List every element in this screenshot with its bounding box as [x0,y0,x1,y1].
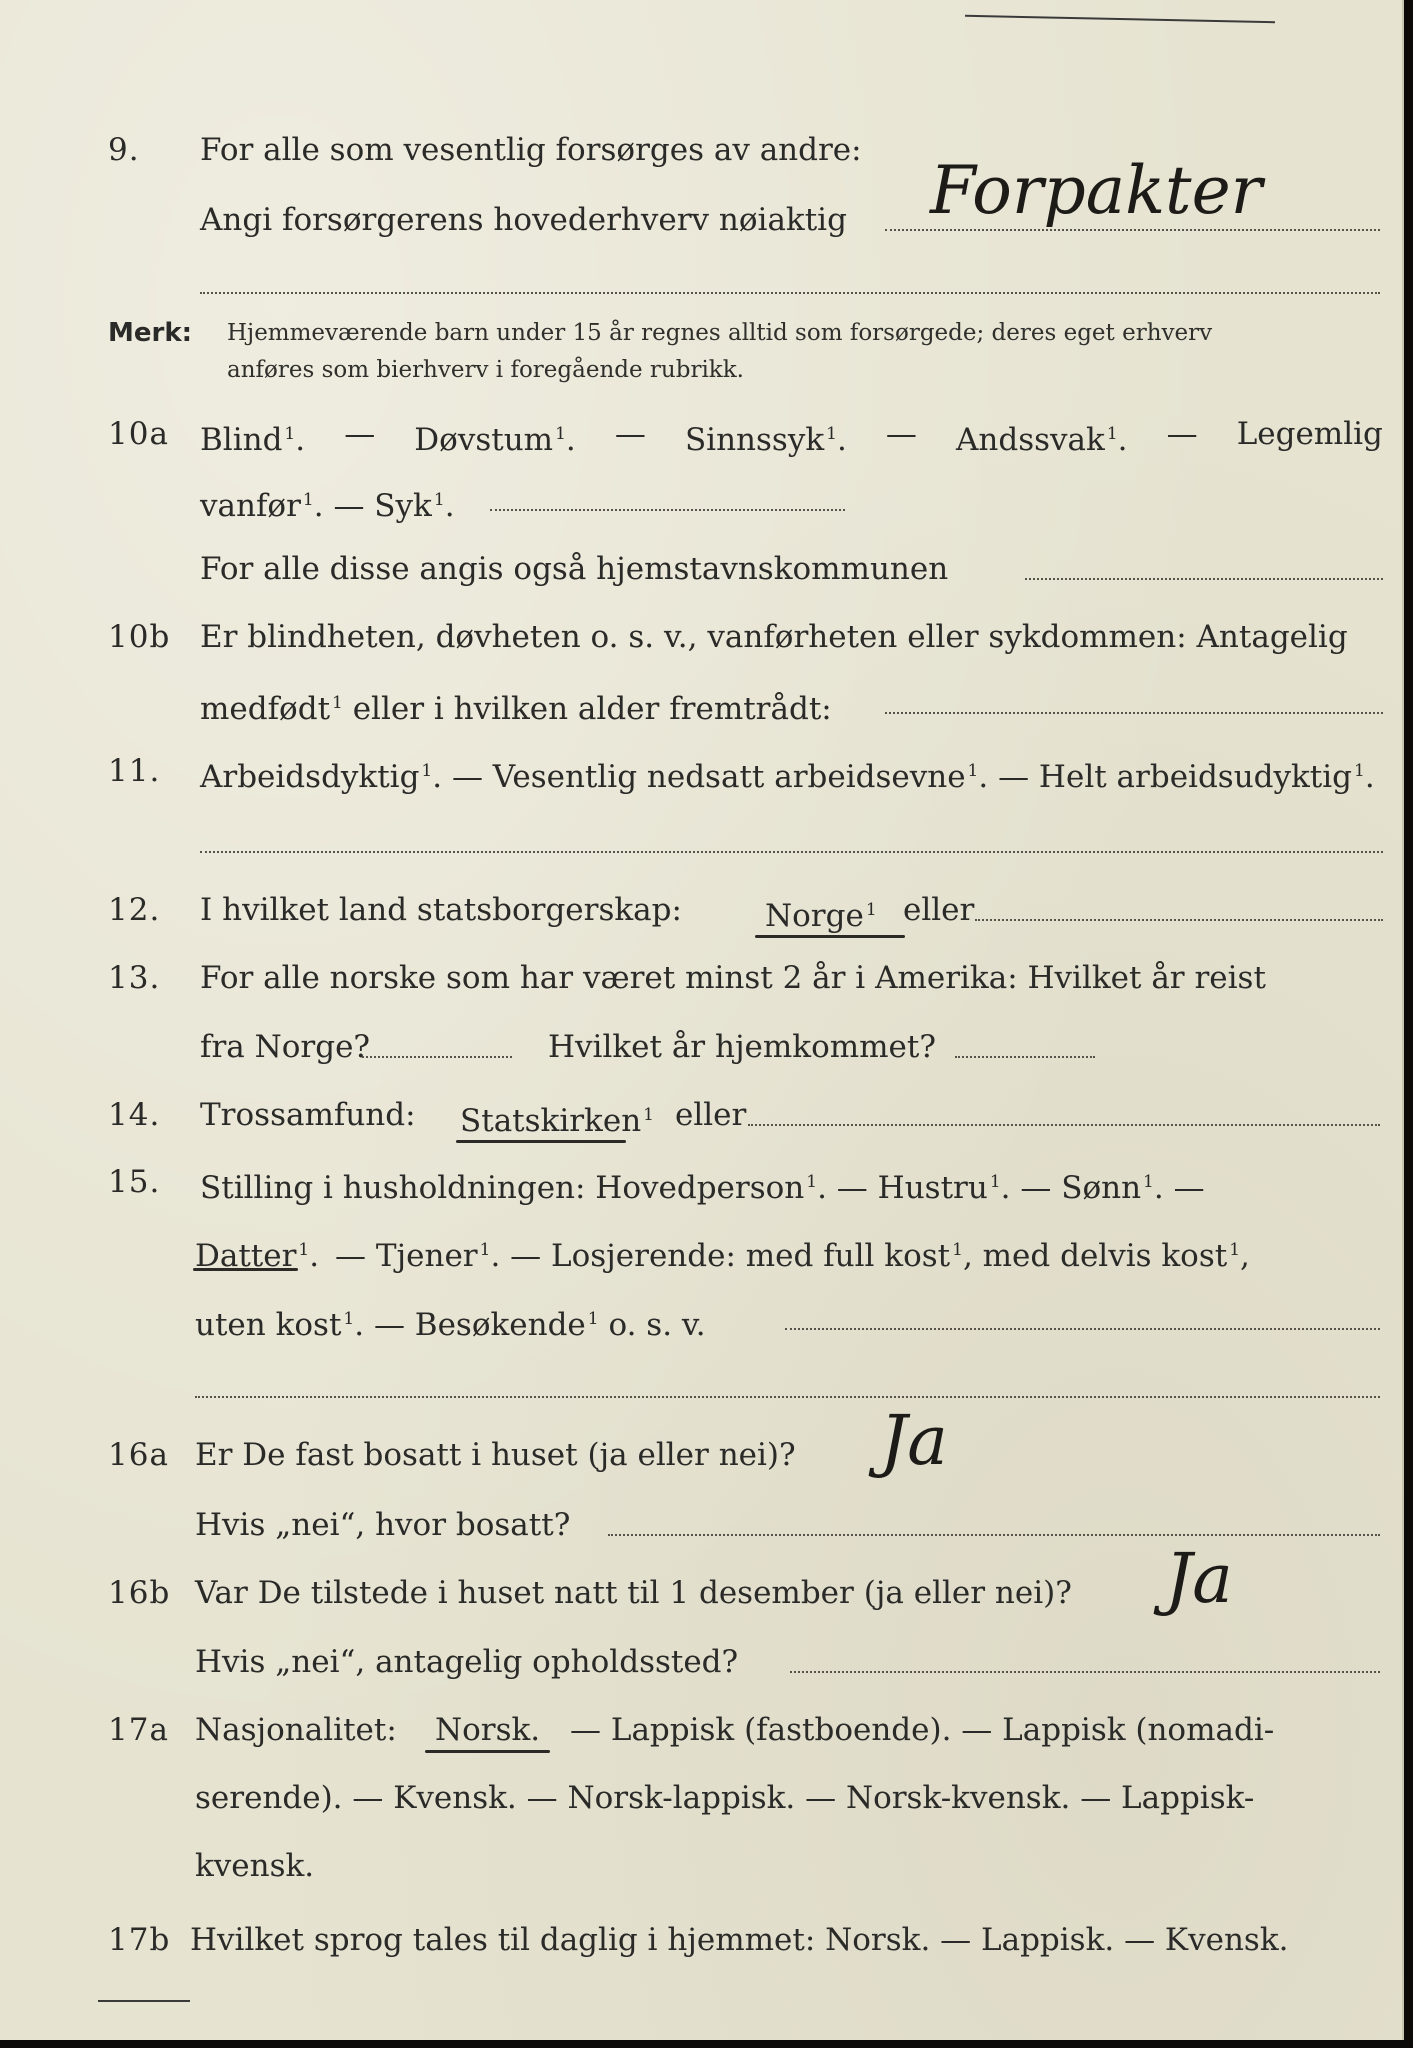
q16b-opholdssted-label: Hvis „nei“, antagelig opholdssted? [195,1644,739,1680]
top-edge-rule [965,15,1275,23]
q12-eller: eller [903,892,975,928]
q13-reist-line[interactable] [362,1056,512,1058]
footnote-marker: 1 [865,900,877,920]
dash: — [614,416,646,452]
q9-number: 9. [108,132,140,168]
q12-answer-line[interactable] [975,919,1383,921]
q17a-options-line3: kvensk. [195,1848,315,1884]
footnote-marker: 1 [1229,1240,1241,1260]
q10b-question-text: Er blindheten, døvheten o. s. v., vanførheten eller sykdommen: Antagelig [200,619,1348,655]
q15-question-text: Stilling i husholdningen: Hovedperson $^1$. — Hustru $^1$. — Sønn $^1$. — [200,1170,1205,1206]
q17a-option-norsk: Norsk. [435,1712,541,1748]
q10b-medfodt-label: medfødt $^1$ eller i hvilken alder fremtrådt: [200,691,832,727]
q11-options-text: Arbeidsdyktig $^1$. — Vesentlig nedsatt arbeidsevne $^1$. — Helt arbeidsudyktig $^1$. [200,759,1375,795]
q13-line1 [0,953,1402,1003]
q13-number: 13. [108,960,161,996]
q15-line1 [0,1157,1402,1207]
q17b-line1 [0,1915,1402,1965]
q15-datter-underline-mark [193,1268,298,1271]
q10b-line2 [0,678,1402,728]
footnote-marker: 1 [302,490,314,510]
q17a-line2 [0,1773,1402,1823]
q10b-answer-line[interactable] [885,712,1383,714]
q9-question-text: For alle som vesentlig forsørges av andre: [200,132,862,168]
footnote-marker: 1 [433,490,445,510]
footnote-marker: 1 [1143,1172,1154,1192]
q9-provider-label: Angi forsørgerens hovederhverv nøiaktig [200,202,847,238]
q10b-line1 [0,612,1402,662]
q12-number: 12. [108,892,161,928]
q16a-number: 16a [108,1437,169,1473]
footnote-marker: 1 [1106,424,1118,444]
q16a-handwritten-answer: Ja [880,1402,948,1481]
q12-question-text: I hvilket land statsborgerskap: [200,892,682,928]
q13-hjemkommet-line[interactable] [955,1056,1095,1058]
dash: — [1166,416,1198,452]
q16a-bosatt-label: Hvis „nei“, hvor bosatt? [195,1507,571,1543]
footnote-marker: 1 [555,424,566,444]
q13-hjemkommet-label: Hvilket år hjemkommet? [548,1029,936,1065]
q10a-answer-line[interactable] [490,509,845,511]
footnote-marker: 1 [1354,761,1365,781]
q11-answer-line[interactable] [200,851,1383,853]
q16a-line1 [0,1430,1402,1480]
option-legemlig: Legemlig [1236,416,1383,452]
footnote-rule [98,2000,190,2002]
q10b-number: 10b [108,619,171,655]
q14-number: 14. [108,1097,161,1133]
dash: — [885,416,917,452]
q10a-vanfor-syk: vanfør $^1$. — Syk $^1$. [200,488,455,524]
q10a-hjemstavn-line[interactable] [1025,578,1383,580]
option-andssvak: Andssvak $^1$. [956,422,1128,458]
q17a-options-continued: — Lappisk (fastboende). — Lappisk (nomadi- [570,1712,1275,1748]
q9-extra-line [200,292,1380,294]
q17a-line1 [0,1705,1402,1755]
q13-reist-label: fra Norge? [200,1029,371,1065]
q16b-number: 16b [108,1575,171,1611]
q12-norge-underline-mark [755,935,905,938]
q16b-question-text: Var De tilstede i huset natt til 1 desember (ja eller nei)? [195,1575,1072,1611]
q12-option-norge: Norge $^1$ [765,898,877,934]
q14-option-statskirken: Statskirken $^1$ [460,1103,654,1139]
footnote-marker: 1 [952,1240,963,1260]
footnote-marker: 1 [421,761,433,781]
q10a-line3 [0,544,1402,594]
q14-answer-line[interactable] [748,1124,1380,1126]
merk-note-line2: anføres som bierhverv i foregående rubrikk. [227,357,744,383]
q15-number: 15. [108,1164,161,1200]
q13-question-text: For alle norske som har været minst 2 år i Amerika: Hvilket år reist [200,960,1266,996]
q9-handwritten-answer: Forpakter [930,152,1263,229]
q11-line1 [0,746,1402,796]
q16a-answer-line[interactable] [608,1534,1380,1536]
footnote-marker: 1 [298,1240,310,1260]
option-blind: Blind $^1$. [200,422,306,458]
q17a-line3 [0,1841,1402,1891]
q14-question-text: Trossamfund: [200,1097,416,1133]
q13-line2 [0,1022,1402,1072]
q15-besokende-text: uten kost $^1$. — Besøkende $^1$ o. s. v. [195,1307,706,1343]
merk-note-line1: Hjemmeværende barn under 15 år regnes alltid som forsørgede; deres eget erhverv [227,320,1213,346]
q9-answer-line[interactable] [885,229,1380,231]
q17a-number: 17a [108,1712,169,1748]
q12-line [0,885,1402,935]
q15-line3 [0,1294,1402,1344]
q17a-norsk-underline-mark [425,1750,550,1753]
footnote-marker: 1 [587,1309,599,1329]
q10a-number: 10a [108,416,169,452]
merk-label: Merk: [108,318,193,348]
footnote-marker: 1 [989,1172,1001,1192]
footnote-marker: 1 [643,1105,654,1125]
footnote-marker: 1 [343,1309,355,1329]
option-dovstum: Døvstum $^1$. [414,422,576,458]
q10a-line2 [0,475,1402,525]
footnote-marker: 1 [806,1172,818,1192]
q10a-line1 [0,409,1402,459]
footnote-marker: 1 [284,424,296,444]
q16b-handwritten-answer: Ja [1165,1540,1233,1619]
footnote-marker: 1 [332,693,343,713]
q15-options-continued: — Tjener $^1$. — Losjerende: med full kost $^1$, med delvis kost $^1$, [335,1238,1250,1274]
q16b-answer-line[interactable] [790,1671,1380,1673]
q14-statskirken-underline-mark [456,1140,626,1143]
q17b-question-text: Hvilket sprog tales til daglig i hjemmet: Norsk. — Lappisk. — Kvensk. [190,1922,1289,1958]
q15-extra-line [195,1396,1380,1398]
q14-line [0,1090,1402,1140]
q16a-question-text: Er De fast bosatt i huset (ja eller nei)? [195,1437,796,1473]
q17b-number: 17b [108,1922,171,1958]
q16b-line2 [0,1637,1402,1687]
footnote-marker: 1 [826,424,837,444]
q17a-options-line2: serende). — Kvensk. — Norsk-lappisk. — Norsk-kvensk. — Lappisk- [195,1780,1255,1816]
q17a-question-text: Nasjonalitet: [195,1712,397,1748]
q10a-options [200,409,1383,465]
q11-number: 11. [108,753,161,789]
footnote-marker: 1 [967,761,979,781]
q10a-hjemstavn-label: For alle disse angis også hjemstavnskommunen [200,551,949,587]
q15-option-datter: Datter $^1$. [195,1238,320,1274]
q15-answer-line[interactable] [785,1328,1380,1330]
footnote-marker: 1 [479,1240,491,1260]
option-sinnssyk: Sinnssyk $^1$. [684,422,847,458]
q14-eller: eller [675,1097,747,1133]
dash: — [344,416,376,452]
